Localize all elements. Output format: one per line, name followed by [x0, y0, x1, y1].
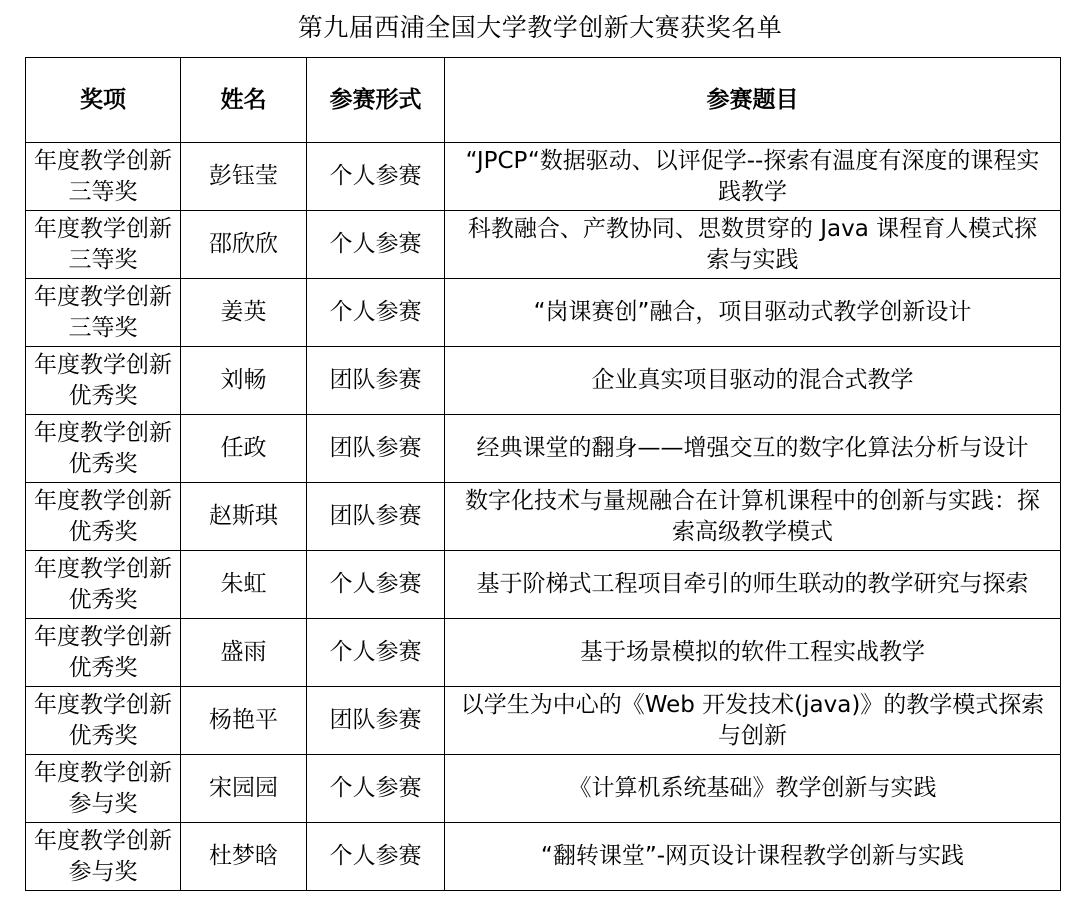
table-row	[26, 755, 1061, 823]
award-cell: 年度教学创新优秀奖	[26, 483, 181, 551]
name-cell: 宋园园	[181, 755, 307, 823]
table-row	[26, 415, 1061, 483]
name-cell: 朱虹	[181, 551, 307, 619]
award-cell: 年度教学创新三等奖	[26, 279, 181, 347]
header-format: 参赛形式	[307, 58, 445, 143]
document-title: 第九届西浦全国大学教学创新大赛获奖名单	[297, 13, 783, 42]
table-row	[26, 211, 1061, 279]
table-row	[26, 687, 1061, 755]
award-cell: 年度教学创新三等奖	[26, 143, 181, 211]
name-cell: 盛雨	[181, 619, 307, 687]
format-cell: 个人参赛	[307, 279, 445, 347]
awards-table	[25, 57, 1061, 891]
format-cell: 团队参赛	[307, 483, 445, 551]
name-cell: 杜梦晗	[181, 823, 307, 891]
name-cell: 刘畅	[181, 347, 307, 415]
table-row	[26, 347, 1061, 415]
topic-cell: 基于阶梯式工程项目牵引的师生联动的教学研究与探索	[445, 551, 1061, 619]
award-cell: 年度教学创新参与奖	[26, 823, 181, 891]
header-award: 奖项	[26, 58, 181, 143]
table-row	[26, 279, 1061, 347]
format-cell: 个人参赛	[307, 619, 445, 687]
format-cell: 个人参赛	[307, 755, 445, 823]
name-cell: 杨艳平	[181, 687, 307, 755]
name-cell: 姜英	[181, 279, 307, 347]
award-cell: 年度教学创新优秀奖	[26, 619, 181, 687]
table-row	[26, 143, 1061, 211]
award-cell: 年度教学创新三等奖	[26, 211, 181, 279]
award-cell: 年度教学创新优秀奖	[26, 687, 181, 755]
format-cell: 个人参赛	[307, 211, 445, 279]
format-cell: 团队参赛	[307, 687, 445, 755]
table-row	[26, 823, 1061, 891]
topic-cell: “JPCP“数据驱动、以评促学--探索有温度有深度的课程实践教学	[445, 143, 1061, 211]
header-name: 姓名	[181, 58, 307, 143]
header-topic: 参赛题目	[445, 58, 1061, 143]
name-cell: 邵欣欣	[181, 211, 307, 279]
topic-cell: 《计算机系统基础》教学创新与实践	[445, 755, 1061, 823]
name-cell: 任政	[181, 415, 307, 483]
format-cell: 个人参赛	[307, 551, 445, 619]
name-cell: 赵斯琪	[181, 483, 307, 551]
format-cell: 团队参赛	[307, 347, 445, 415]
name-cell: 彭钰莹	[181, 143, 307, 211]
format-cell: 团队参赛	[307, 415, 445, 483]
topic-cell: 企业真实项目驱动的混合式教学	[445, 347, 1061, 415]
table-row	[26, 619, 1061, 687]
table-header-row	[26, 58, 1061, 143]
award-cell: 年度教学创新优秀奖	[26, 415, 181, 483]
topic-cell: 以学生为中心的《Web 开发技术(java)》的教学模式探索与创新	[445, 687, 1061, 755]
format-cell: 个人参赛	[307, 823, 445, 891]
award-cell: 年度教学创新优秀奖	[26, 347, 181, 415]
topic-cell: “岗课赛创”融合，项目驱动式教学创新设计	[445, 279, 1061, 347]
topic-cell: 经典课堂的翻身——增强交互的数字化算法分析与设计	[445, 415, 1061, 483]
table-row	[26, 551, 1061, 619]
award-cell: 年度教学创新优秀奖	[26, 551, 181, 619]
table-row	[26, 483, 1061, 551]
topic-cell: “翻转课堂”-网页设计课程教学创新与实践	[445, 823, 1061, 891]
topic-cell: 科教融合、产教协同、思数贯穿的 Java 课程育人模式探索与实践	[445, 211, 1061, 279]
topic-cell: 数字化技术与量规融合在计算机课程中的创新与实践：探索高级教学模式	[445, 483, 1061, 551]
award-cell: 年度教学创新参与奖	[26, 755, 181, 823]
format-cell: 个人参赛	[307, 143, 445, 211]
topic-cell: 基于场景模拟的软件工程实战教学	[445, 619, 1061, 687]
